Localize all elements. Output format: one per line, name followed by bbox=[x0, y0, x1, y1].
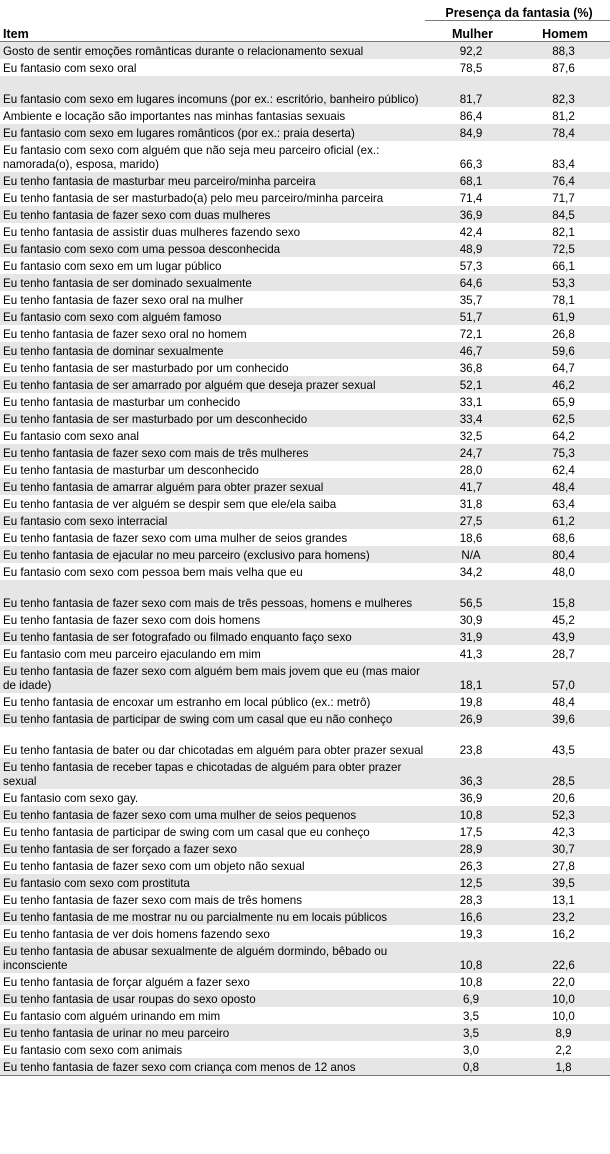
men-value-cell: 82,1 bbox=[552, 225, 575, 239]
item-cell: Eu tenho fantasia de fazer sexo oral na mulher bbox=[3, 293, 244, 307]
item-cell: Eu tenho fantasia de bater ou dar chicotadas em alguém para obter prazer sexual bbox=[3, 743, 424, 757]
table-row bbox=[0, 529, 610, 546]
men-value-cell: 1,8 bbox=[517, 1058, 610, 1076]
item-cell: Eu fantasio com meu parceiro ejaculando em mim bbox=[3, 647, 261, 661]
item-column-header: Item bbox=[0, 21, 425, 42]
men-value-cell: 88,3 bbox=[517, 42, 610, 60]
women-value-cell: 78,5 bbox=[459, 61, 483, 75]
item-cell: Eu tenho fantasia de fazer sexo com uma mulher de seios grandes bbox=[3, 531, 348, 545]
men-value-cell: 10,0 bbox=[517, 990, 610, 1007]
men-value-cell: 84,5 bbox=[517, 206, 610, 223]
women-value-cell: 46,7 bbox=[425, 342, 517, 359]
men-value-cell: 81,2 bbox=[552, 109, 575, 123]
item-cell: Eu tenho fantasia de participar de swing com um casal que eu conheço bbox=[3, 825, 370, 839]
table-row bbox=[0, 478, 610, 495]
item-cell: Eu tenho fantasia de fazer sexo com um objeto não sexual bbox=[3, 859, 305, 873]
women-value-cell: 18,6 bbox=[459, 531, 483, 545]
presence-title: Presença da fantasia (%) bbox=[425, 0, 610, 21]
women-value-cell: 19,8 bbox=[459, 695, 483, 709]
men-value-cell: 30,7 bbox=[517, 840, 610, 857]
table-row bbox=[0, 189, 610, 206]
item-cell: Eu fantasio com sexo anal bbox=[3, 429, 139, 443]
men-value-cell: 82,3 bbox=[517, 76, 610, 107]
table-row bbox=[0, 710, 610, 727]
item-cell: Eu tenho fantasia de masturbar um conhecido bbox=[3, 395, 241, 409]
women-value-cell: 3,5 bbox=[462, 1009, 480, 1023]
item-cell: Eu fantasio com sexo em lugares incomuns (por ex.: escritório, banheiro público) bbox=[0, 76, 425, 107]
women-value-cell: 0,8 bbox=[425, 1058, 517, 1076]
item-cell: Gosto de sentir emoções românticas durante o relacionamento sexual bbox=[0, 42, 425, 60]
item-cell: Eu tenho fantasia de usar roupas do sexo oposto bbox=[0, 990, 425, 1007]
item-cell: Eu tenho fantasia de assistir duas mulheres fazendo sexo bbox=[3, 225, 301, 239]
item-cell: Eu tenho fantasia de amarrar alguém para obter prazer sexual bbox=[0, 478, 425, 495]
women-value-cell: 18,1 bbox=[425, 662, 517, 693]
table-row bbox=[0, 342, 610, 359]
women-value-cell: 10,8 bbox=[425, 806, 517, 823]
women-value-cell: 33,1 bbox=[459, 395, 483, 409]
item-cell: Eu tenho fantasia de ver alguém se despir sem que ele/ela saiba bbox=[3, 497, 337, 511]
women-value-cell: 24,7 bbox=[425, 444, 517, 461]
women-value-cell: 27,5 bbox=[425, 512, 517, 529]
men-value-cell: 27,8 bbox=[552, 859, 575, 873]
table-row bbox=[0, 427, 610, 444]
table-row bbox=[0, 925, 610, 942]
table-row bbox=[0, 823, 610, 840]
item-cell: Eu fantasio com sexo com uma pessoa desconhecida bbox=[0, 240, 425, 257]
table-row bbox=[0, 1041, 610, 1058]
item-cell: Eu tenho fantasia de ser dominado sexualmente bbox=[0, 274, 425, 291]
table-row bbox=[0, 376, 610, 393]
table-row bbox=[0, 59, 610, 76]
men-value-cell: 2,2 bbox=[555, 1043, 572, 1057]
table-row bbox=[0, 758, 610, 789]
men-value-cell: 22,0 bbox=[552, 975, 575, 989]
men-value-cell: 42,3 bbox=[552, 825, 575, 839]
table-row bbox=[0, 240, 610, 257]
men-value-cell: 48,0 bbox=[552, 565, 575, 579]
women-value-cell: 28,3 bbox=[459, 893, 483, 907]
women-value-cell: 42,4 bbox=[459, 225, 483, 239]
item-cell: Eu tenho fantasia de fazer sexo oral no homem bbox=[3, 327, 247, 341]
women-value-cell: 10,8 bbox=[459, 975, 483, 989]
table-row bbox=[0, 611, 610, 628]
women-value-cell: 31,8 bbox=[459, 497, 483, 511]
item-cell: Eu fantasio com sexo em um lugar público bbox=[3, 259, 222, 273]
men-value-cell: 48,4 bbox=[517, 478, 610, 495]
men-value-cell: 61,9 bbox=[517, 308, 610, 325]
table-row bbox=[0, 662, 610, 693]
table-row bbox=[0, 76, 610, 107]
table-row bbox=[0, 444, 610, 461]
men-value-cell: 46,2 bbox=[517, 376, 610, 393]
table-row bbox=[0, 495, 610, 512]
women-value-cell: 23,8 bbox=[459, 743, 483, 757]
women-value-cell: 52,1 bbox=[425, 376, 517, 393]
item-cell: Eu tenho fantasia de ser masturbado(a) pelo meu parceiro/minha parceira bbox=[3, 191, 384, 205]
item-cell: Eu fantasio com sexo com alguém que não seja meu parceiro oficial (ex.: namorada(o), esposa, marido) bbox=[3, 143, 380, 171]
table-row bbox=[0, 325, 610, 342]
item-cell: Eu tenho fantasia de masturbar um desconhecido bbox=[3, 463, 259, 477]
men-value-cell: 75,3 bbox=[517, 444, 610, 461]
women-value-cell: 3,0 bbox=[462, 1043, 480, 1057]
women-value-cell: 64,6 bbox=[425, 274, 517, 291]
men-value-cell: 57,0 bbox=[517, 662, 610, 693]
women-value-cell: 26,9 bbox=[425, 710, 517, 727]
table-row bbox=[0, 990, 610, 1007]
men-value-cell: 87,6 bbox=[552, 61, 575, 75]
item-cell: Eu tenho fantasia de me mostrar nu ou parcialmente nu em locais públicos bbox=[0, 908, 425, 925]
item-cell: Eu tenho fantasia de fazer sexo com duas mulheres bbox=[0, 206, 425, 223]
women-column-header: Mulher bbox=[425, 21, 517, 42]
women-value-cell: 81,7 bbox=[425, 76, 517, 107]
table-row bbox=[0, 806, 610, 823]
table-row bbox=[0, 789, 610, 806]
men-value-cell: 28,7 bbox=[552, 647, 575, 661]
women-value-cell: 51,7 bbox=[425, 308, 517, 325]
table-row bbox=[0, 727, 610, 758]
table-row bbox=[0, 206, 610, 223]
table-row bbox=[0, 580, 610, 611]
men-value-cell: 72,5 bbox=[517, 240, 610, 257]
men-value-cell: 43,9 bbox=[517, 628, 610, 645]
table-row bbox=[0, 107, 610, 124]
item-cell: Eu tenho fantasia de ser masturbado por um desconhecido bbox=[0, 410, 425, 427]
men-value-cell: 76,4 bbox=[517, 172, 610, 189]
table-row bbox=[0, 512, 610, 529]
table-row bbox=[0, 461, 610, 478]
item-cell: Eu tenho fantasia de ser forçado a fazer sexo bbox=[0, 840, 425, 857]
item-cell: Eu tenho fantasia de encoxar um estranho em local público (ex.: metrô) bbox=[3, 695, 371, 709]
item-cell: Eu fantasio com sexo gay. bbox=[3, 791, 139, 805]
men-value-cell: 64,7 bbox=[552, 361, 575, 375]
men-value-cell: 45,2 bbox=[552, 613, 575, 627]
women-value-cell: N/A bbox=[425, 546, 517, 563]
item-cell: Eu tenho fantasia de fazer sexo com mais de três homens bbox=[3, 893, 303, 907]
table-row bbox=[0, 1058, 610, 1076]
table-header bbox=[0, 0, 610, 42]
men-value-cell: 28,5 bbox=[517, 758, 610, 789]
item-cell: Eu fantasio com sexo com pessoa bem mais velha que eu bbox=[3, 565, 303, 579]
women-value-cell: 32,5 bbox=[459, 429, 483, 443]
item-cell: Eu tenho fantasia de participar de swing com um casal que eu não conheço bbox=[0, 710, 425, 727]
table-row bbox=[0, 291, 610, 308]
men-value-cell: 66,1 bbox=[552, 259, 575, 273]
men-value-cell: 68,6 bbox=[552, 531, 575, 545]
table-row bbox=[0, 42, 610, 60]
men-value-cell: 62,4 bbox=[552, 463, 575, 477]
women-value-cell: 56,5 bbox=[425, 580, 517, 611]
item-cell: Eu fantasio com sexo em lugares românticos (por ex.: praia deserta) bbox=[0, 124, 425, 141]
women-value-cell: 72,1 bbox=[459, 327, 483, 341]
item-cell: Eu fantasio com sexo oral bbox=[3, 61, 137, 75]
table-row bbox=[0, 563, 610, 580]
men-column-header: Homem bbox=[517, 21, 610, 42]
item-cell: Eu fantasio com sexo interracial bbox=[0, 512, 425, 529]
table-body bbox=[0, 42, 610, 1076]
women-value-cell: 26,3 bbox=[459, 859, 483, 873]
table-row bbox=[0, 274, 610, 291]
men-value-cell: 71,7 bbox=[552, 191, 575, 205]
women-value-cell: 36,8 bbox=[459, 361, 483, 375]
men-value-cell: 39,5 bbox=[517, 874, 610, 891]
table-row bbox=[0, 693, 610, 710]
women-value-cell: 66,3 bbox=[459, 157, 483, 171]
men-value-cell: 61,2 bbox=[517, 512, 610, 529]
item-cell: Eu tenho fantasia de fazer sexo com dois homens bbox=[3, 613, 261, 627]
header-spacer bbox=[0, 0, 425, 21]
men-value-cell: 20,6 bbox=[552, 791, 575, 805]
table-row bbox=[0, 410, 610, 427]
women-value-cell: 86,4 bbox=[459, 109, 483, 123]
item-cell: Eu fantasio com sexo com prostituta bbox=[0, 874, 425, 891]
men-value-cell: 78,1 bbox=[552, 293, 575, 307]
table-row bbox=[0, 840, 610, 857]
men-value-cell: 15,8 bbox=[517, 580, 610, 611]
women-value-cell: 6,9 bbox=[425, 990, 517, 1007]
women-value-cell: 36,9 bbox=[459, 791, 483, 805]
table-row bbox=[0, 857, 610, 874]
table-row bbox=[0, 891, 610, 908]
women-value-cell: 19,3 bbox=[459, 927, 483, 941]
men-value-cell: 39,6 bbox=[517, 710, 610, 727]
table-row bbox=[0, 141, 610, 172]
table-row bbox=[0, 308, 610, 325]
women-value-cell: 30,9 bbox=[459, 613, 483, 627]
women-value-cell: 41,7 bbox=[425, 478, 517, 495]
table-row bbox=[0, 546, 610, 563]
table-row bbox=[0, 874, 610, 891]
item-cell: Eu tenho fantasia de fazer sexo com criança com menos de 12 anos bbox=[0, 1058, 425, 1076]
table-row bbox=[0, 628, 610, 645]
men-value-cell: 52,3 bbox=[517, 806, 610, 823]
men-value-cell: 65,9 bbox=[552, 395, 575, 409]
women-value-cell: 35,7 bbox=[459, 293, 483, 307]
women-value-cell: 16,6 bbox=[425, 908, 517, 925]
item-cell: Eu tenho fantasia de fazer sexo com mais de três pessoas, homens e mulheres bbox=[0, 580, 425, 611]
table-row bbox=[0, 942, 610, 973]
item-cell: Eu fantasio com sexo com animais bbox=[3, 1043, 183, 1057]
men-value-cell: 48,4 bbox=[552, 695, 575, 709]
men-value-cell: 59,6 bbox=[517, 342, 610, 359]
men-value-cell: 16,2 bbox=[552, 927, 575, 941]
item-cell: Eu tenho fantasia de forçar alguém a fazer sexo bbox=[3, 975, 250, 989]
women-value-cell: 28,0 bbox=[459, 463, 483, 477]
men-value-cell: 80,4 bbox=[517, 546, 610, 563]
men-value-cell: 53,3 bbox=[517, 274, 610, 291]
item-cell: Eu tenho fantasia de urinar no meu parceiro bbox=[0, 1024, 425, 1041]
table-row bbox=[0, 1007, 610, 1024]
women-value-cell: 92,2 bbox=[425, 42, 517, 60]
women-value-cell: 71,4 bbox=[459, 191, 483, 205]
women-value-cell: 3,5 bbox=[425, 1024, 517, 1041]
women-value-cell: 36,3 bbox=[425, 758, 517, 789]
women-value-cell: 10,8 bbox=[425, 942, 517, 973]
men-value-cell: 43,5 bbox=[552, 743, 575, 757]
men-value-cell: 23,2 bbox=[517, 908, 610, 925]
table-row bbox=[0, 1024, 610, 1041]
women-value-cell: 41,3 bbox=[459, 647, 483, 661]
table-row bbox=[0, 973, 610, 990]
men-value-cell: 64,2 bbox=[552, 429, 575, 443]
item-cell: Eu tenho fantasia de masturbar meu parceiro/minha parceira bbox=[0, 172, 425, 189]
item-cell: Eu tenho fantasia de ejacular no meu parceiro (exclusivo para homens) bbox=[0, 546, 425, 563]
table-row bbox=[0, 172, 610, 189]
item-cell: Eu tenho fantasia de fazer sexo com uma mulher de seios pequenos bbox=[0, 806, 425, 823]
table-row bbox=[0, 908, 610, 925]
women-value-cell: 17,5 bbox=[459, 825, 483, 839]
item-cell: Eu tenho fantasia de abusar sexualmente de alguém dormindo, bêbado ou inconsciente bbox=[0, 942, 425, 973]
table-row bbox=[0, 223, 610, 240]
item-cell: Eu tenho fantasia de dominar sexualmente bbox=[0, 342, 425, 359]
men-value-cell: 78,4 bbox=[517, 124, 610, 141]
men-value-cell: 22,6 bbox=[517, 942, 610, 973]
item-cell: Eu tenho fantasia de fazer sexo com alguém bem mais jovem que eu (mas maior de idade) bbox=[0, 662, 425, 693]
table-row bbox=[0, 257, 610, 274]
women-value-cell: 36,9 bbox=[425, 206, 517, 223]
men-value-cell: 26,8 bbox=[552, 327, 575, 341]
table-row bbox=[0, 359, 610, 376]
women-value-cell: 28,9 bbox=[425, 840, 517, 857]
men-value-cell: 83,4 bbox=[552, 157, 575, 171]
item-cell: Eu tenho fantasia de ser fotografado ou filmado enquanto faço sexo bbox=[0, 628, 425, 645]
men-value-cell: 13,1 bbox=[552, 893, 575, 907]
item-cell: Eu tenho fantasia de ser masturbado por um conhecido bbox=[3, 361, 289, 375]
item-cell: Ambiente e locação são importantes nas minhas fantasias sexuais bbox=[3, 109, 346, 123]
item-cell: Eu tenho fantasia de ver dois homens fazendo sexo bbox=[3, 927, 270, 941]
women-value-cell: 12,5 bbox=[425, 874, 517, 891]
women-value-cell: 57,3 bbox=[459, 259, 483, 273]
item-cell: Eu tenho fantasia de fazer sexo com mais de três mulheres bbox=[0, 444, 425, 461]
women-value-cell: 84,9 bbox=[425, 124, 517, 141]
table-row bbox=[0, 124, 610, 141]
table-row bbox=[0, 645, 610, 662]
men-value-cell: 10,0 bbox=[552, 1009, 575, 1023]
item-cell: Eu tenho fantasia de ser amarrado por alguém que deseja prazer sexual bbox=[0, 376, 425, 393]
women-value-cell: 31,9 bbox=[425, 628, 517, 645]
item-cell: Eu fantasio com sexo com alguém famoso bbox=[0, 308, 425, 325]
women-value-cell: 33,4 bbox=[425, 410, 517, 427]
women-value-cell: 48,9 bbox=[425, 240, 517, 257]
women-value-cell: 68,1 bbox=[425, 172, 517, 189]
table-row bbox=[0, 393, 610, 410]
women-value-cell: 34,2 bbox=[459, 565, 483, 579]
men-value-cell: 63,4 bbox=[552, 497, 575, 511]
men-value-cell: 62,5 bbox=[517, 410, 610, 427]
item-cell: Eu fantasio com alguém urinando em mim bbox=[3, 1009, 221, 1023]
men-value-cell: 8,9 bbox=[517, 1024, 610, 1041]
item-cell: Eu tenho fantasia de receber tapas e chicotadas de alguém para obter prazer sexual bbox=[0, 758, 425, 789]
